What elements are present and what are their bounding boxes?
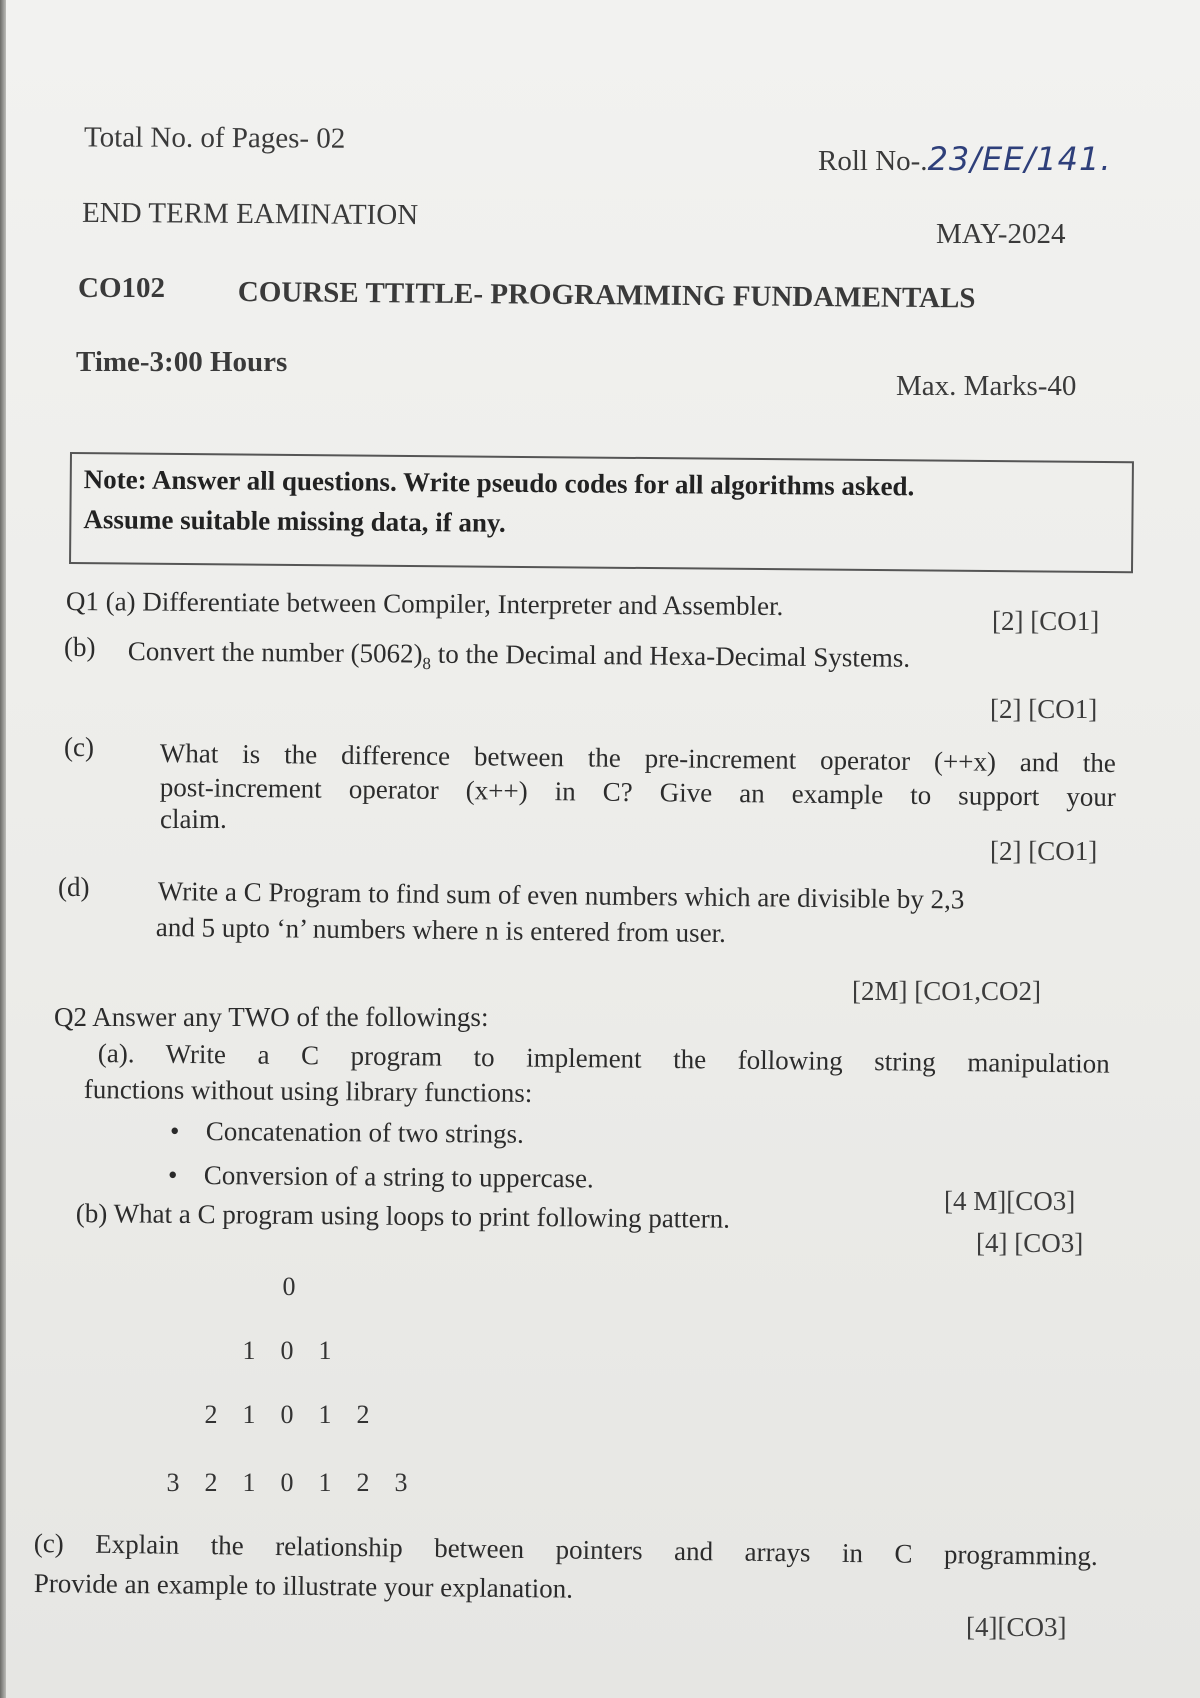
q1b-text-pre: Convert the number (5062) (127, 636, 423, 669)
pattern-digit: 3 (166, 1468, 180, 1497)
pattern-digit: 0 (280, 1336, 294, 1365)
q2a-bullet-2: Conversion of a string to uppercase. (203, 1160, 594, 1194)
max-marks: Max. Marks-40 (896, 370, 1077, 402)
bullet-icon: • (170, 1116, 180, 1146)
q1b-label: (b) (64, 632, 96, 662)
q1d-marks: [2M] [CO1,CO2] (852, 976, 1041, 1006)
pattern-row-3 (192, 1400, 382, 1430)
page-binding-edge (0, 0, 6, 1698)
course-code: CO102 (78, 272, 165, 304)
course-title: COURSE TTITLE- PROGRAMMING FUNDAMENTALS (237, 276, 976, 315)
pattern-row-4 (154, 1468, 420, 1498)
q2c-line-1: (c) Explain the relationship between pointers and arrays in C programming. (33, 1528, 1098, 1571)
q1a-marks: [2] [CO1] (992, 606, 1100, 636)
q1d-line-1: Write a C Program to find sum of even numbers which are divisible by 2,3 (157, 876, 965, 915)
q2b-text: (b) What a C program using loops to print following pattern. (75, 1198, 731, 1234)
exam-title: END TERM EAMINATION (81, 196, 419, 232)
pattern-digit: 2 (356, 1400, 370, 1429)
pattern-row-1 (270, 1272, 308, 1302)
pattern-digit: 1 (318, 1336, 332, 1365)
pattern-digit: 0 (280, 1400, 294, 1429)
roll-number-label: Roll No-. (818, 145, 928, 177)
pattern-digit: 1 (242, 1400, 256, 1429)
q2a-line-2: functions without using library functions: (83, 1074, 533, 1108)
q2c-marks: [4][CO3] (966, 1612, 1067, 1642)
q1b-subscript: 8 (422, 653, 432, 674)
q1d-label: (d) (58, 872, 90, 902)
pattern-digit: 1 (318, 1400, 332, 1429)
note-line-1: Note: Answer all questions. Write pseudo codes for all algorithms asked. (83, 464, 915, 502)
q1c-line-1: What is the difference between the pre-increment operator (++x) and the (159, 738, 1116, 779)
q1c-label: (c) (64, 732, 94, 762)
pattern-digit: 1 (242, 1336, 256, 1365)
bullet-icon: • (168, 1160, 178, 1190)
pattern-digit: 1 (318, 1468, 332, 1497)
note-box (69, 452, 1134, 573)
q2-intro: Q2 Answer any TWO of the followings: (54, 1002, 489, 1032)
q1b-text-post: to the Decimal and Hexa-Decimal Systems. (430, 638, 911, 673)
q1b-marks: [2] [CO1] (990, 694, 1098, 724)
q1d-line-2: and 5 upto ‘n’ numbers where n is entered from user. (155, 912, 727, 948)
pattern-digit: 0 (280, 1468, 294, 1497)
q1c-line-3: claim. (160, 804, 227, 834)
q2a-marks: [4 M][CO3] (944, 1186, 1076, 1216)
q2a-line-1: (a). Write a C program to implement the following string manipulation (97, 1038, 1110, 1079)
exam-duration: Time-3:00 Hours (76, 346, 288, 378)
pattern-digit: 2 (204, 1468, 218, 1497)
q2b-marks: [4] [CO3] (976, 1228, 1084, 1258)
q2a-bullet-1: Concatenation of two strings. (205, 1116, 524, 1149)
q2c-line-2: Provide an example to illustrate your explanation. (33, 1568, 574, 1604)
pattern-digit: 3 (394, 1468, 408, 1497)
roll-number (818, 140, 1112, 178)
roll-number-handwritten: 23/EE/141. (927, 140, 1112, 178)
pattern-digit: 2 (204, 1400, 218, 1429)
q1c-line-2: post-increment operator (x++) in C? Give an example to support your (159, 772, 1116, 813)
q1b-text (128, 636, 911, 678)
note-line-2: Assume suitable missing data, if any. (83, 504, 506, 538)
pattern-digit: 1 (242, 1468, 256, 1497)
exam-date: MAY-2024 (936, 218, 1066, 250)
q1a-text: Q1 (a) Differentiate between Compiler, Interpreter and Assembler. (65, 586, 784, 622)
pattern-row-2 (230, 1336, 344, 1366)
pattern-digit: 0 (282, 1272, 296, 1301)
q1c-marks: [2] [CO1] (990, 836, 1098, 866)
pattern-digit: 2 (356, 1468, 370, 1497)
total-pages-text: Total No. of Pages- 02 (83, 121, 346, 155)
